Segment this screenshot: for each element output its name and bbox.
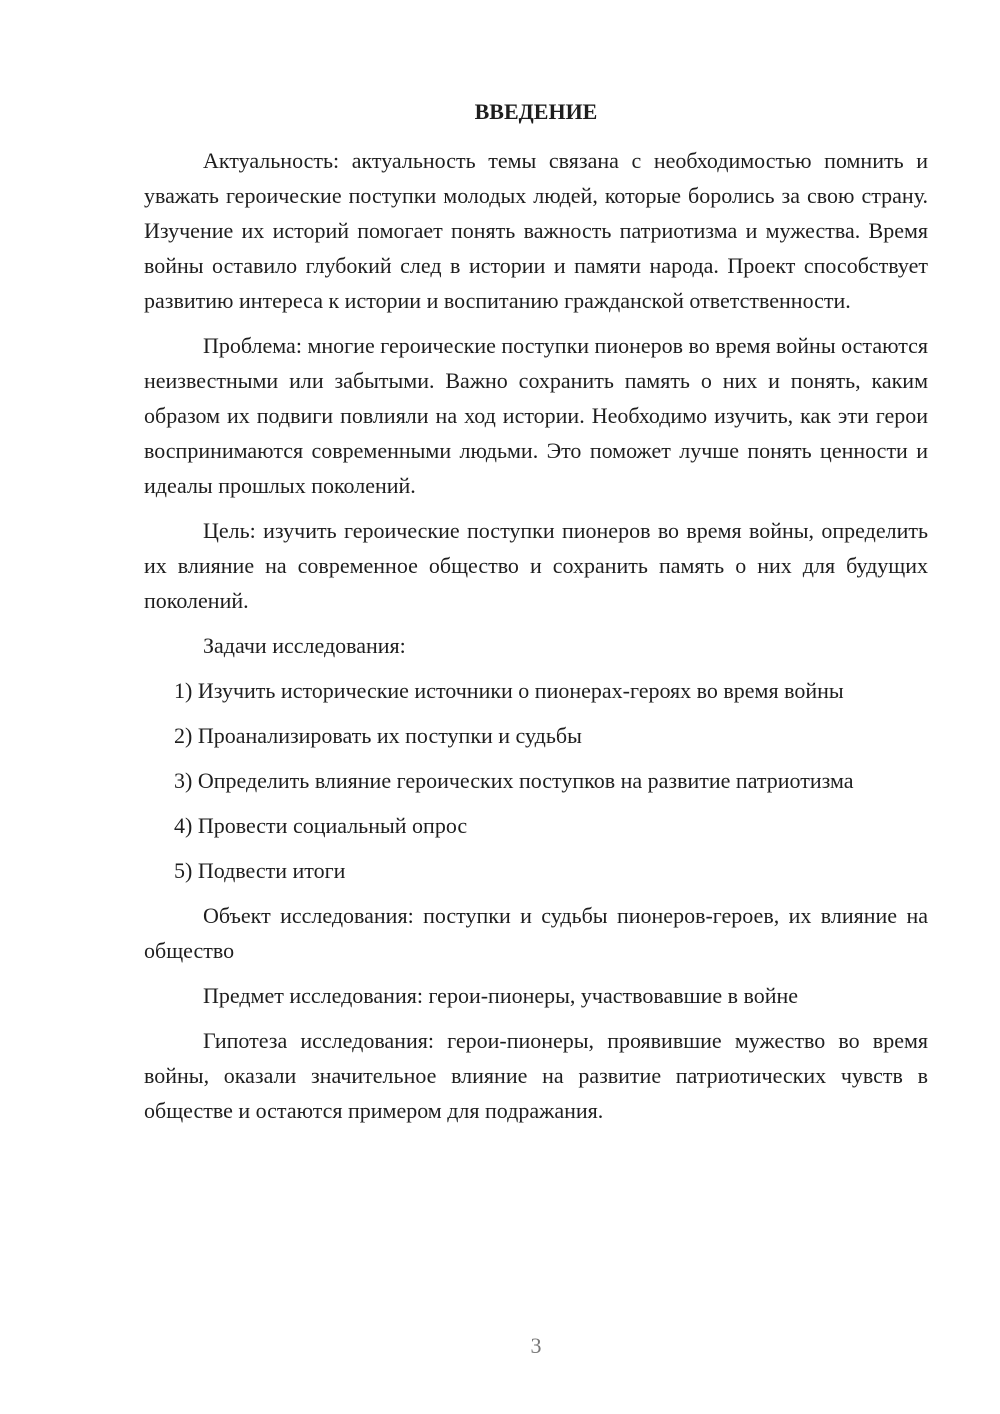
task-item-3: 3) Определить влияние героических поступков на развитие патриотизма [174,768,854,793]
task-item-1: 1) Изучить исторические источники о пионерах-героях во время войны [174,678,844,703]
problem-paragraph: Проблема: многие героические поступки пионеров во время войны остаются неизвестными или забытыми. Важно сохранить память о них и понять, каким образом их подвиги повлияли на ход истории. Необходимо изучить, как эти герои воспринимаются современными людьми. Это поможет лучше понять ценности и идеалы прошлых поколений. [144,333,928,498]
task-item-2: 2) Проанализировать их поступки и судьбы [174,723,582,748]
subject-paragraph: Предмет исследования: герои-пионеры, участвовавшие в войне [203,983,799,1008]
task-item-4: 4) Провести социальный опрос [174,813,468,838]
page-number: 3 [530,1333,542,1358]
section-title: ВВЕДЕНИЕ [474,99,598,124]
relevance-paragraph: Актуальность: актуальность темы связана с необходимостью помнить и уважать героические поступки молодых людей, которые боролись за свою страну. Изучение их историй помогает понять важность патриотизма и мужества. Время войны оставило глубокий след в истории и памяти народа. Проект способствует развитию интереса к истории и воспитанию гражданской ответственности. [144,148,928,313]
task-item-5: 5) Подвести итоги [174,858,346,883]
goal-paragraph: Цель: изучить героические поступки пионеров во время войны, определить их влияние на современное общество и сохранить память о них для будущих поколений. [144,518,928,613]
object-paragraph: Объект исследования: поступки и судьбы пионеров-героев, их влияние на общество [144,903,928,963]
tasks-heading: Задачи исследования: [203,633,406,658]
hypothesis-paragraph: Гипотеза исследования: герои-пионеры, проявившие мужество во время войны, оказали значительное влияние на развитие патриотических чувств в обществе и остаются примером для подражания. [144,1028,928,1123]
page-content [144,94,928,1138]
